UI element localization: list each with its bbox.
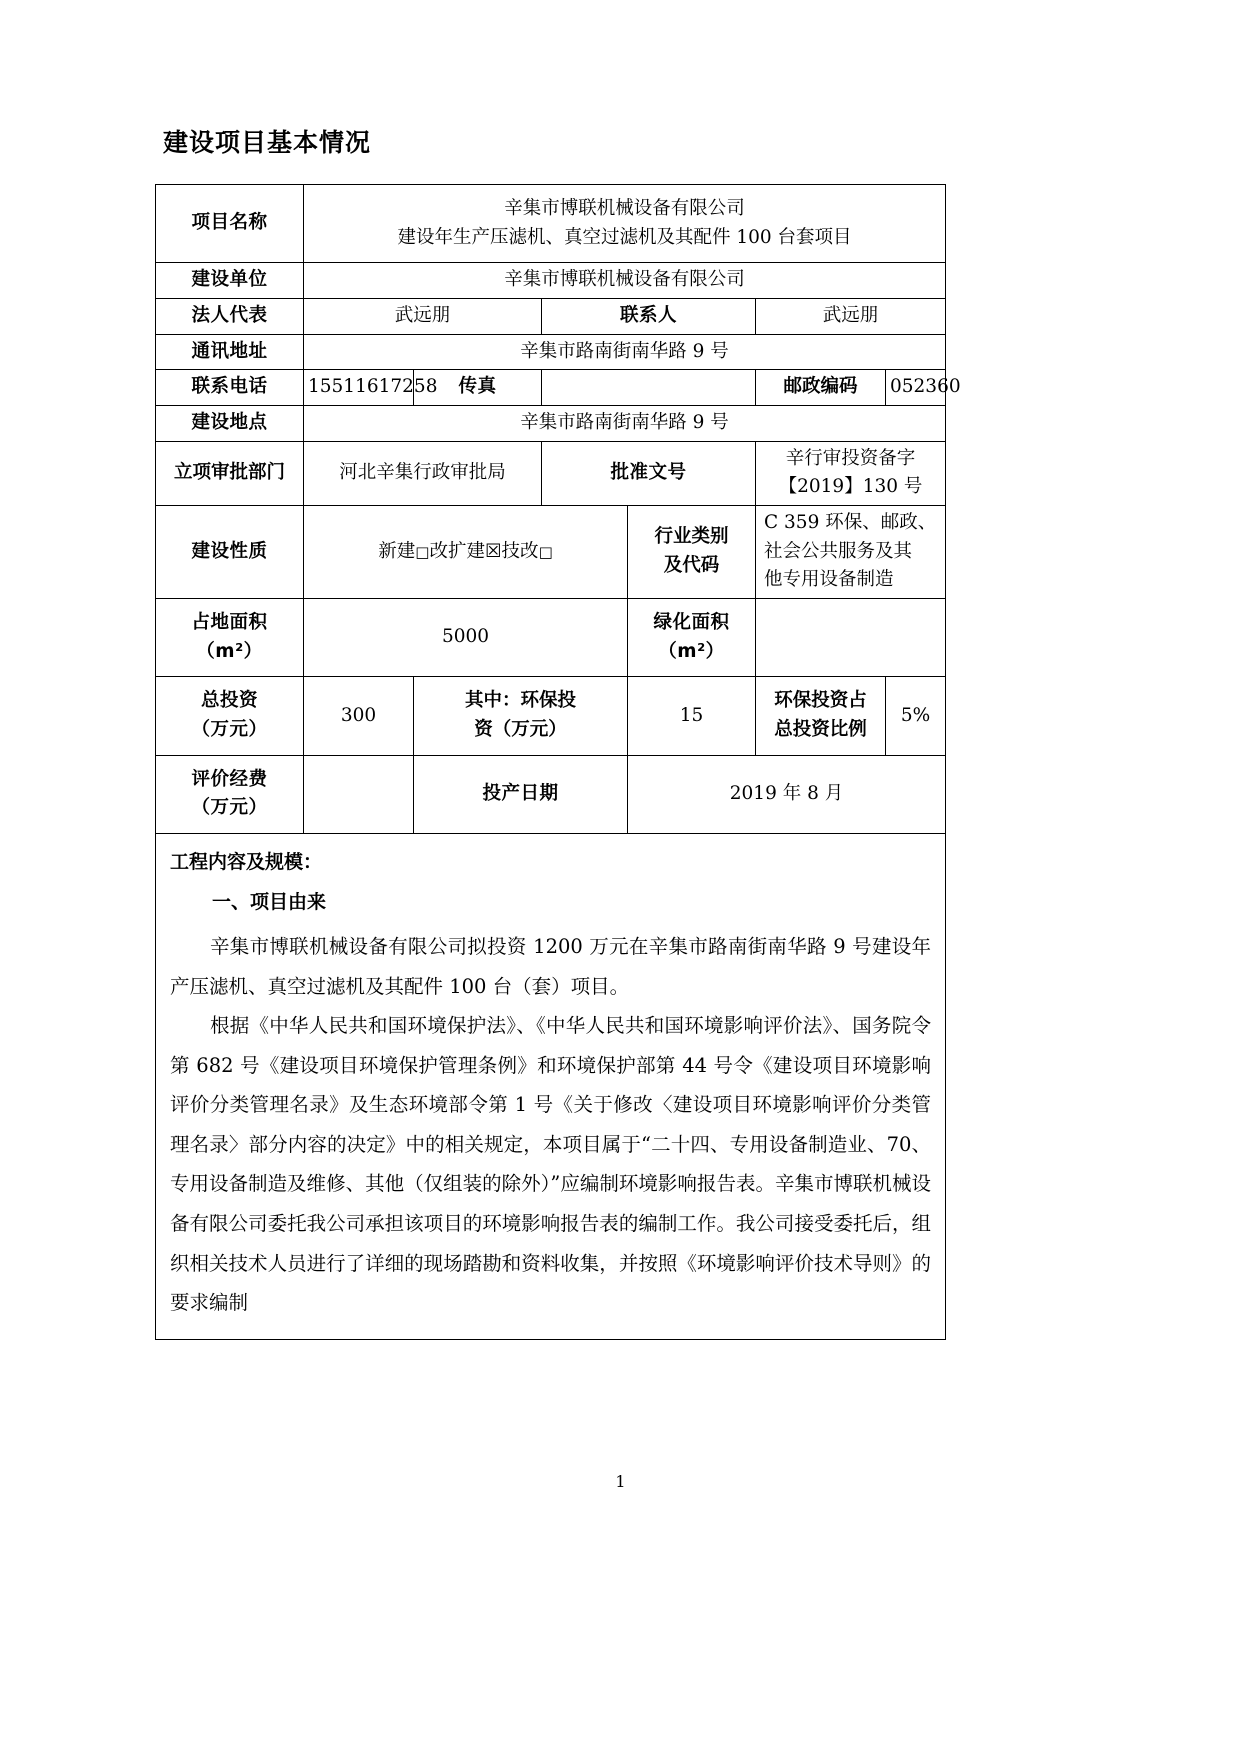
table-row-address [156,334,946,370]
land-area-label-line-2: （m²） [196,640,263,662]
env-invest-label-line-2: 资（万元） [474,719,567,741]
table-row-phone [156,370,946,406]
body-paragraph-1: 辛集市博联机械设备有限公司拟投资 1200 万元在辛集市路南街南华路 9 号建设年产压滤机、真空过滤机及其配件 100 台（套）项目。 [170,934,932,998]
land-area-value: 5000 [304,599,628,677]
eval-fee-label-line-2: （万元） [191,797,268,819]
total-invest-label-line-2: （万元） [191,719,268,741]
checkbox-unchecked-icon-2[interactable] [539,541,553,562]
nature-option-new[interactable] [378,541,429,562]
green-area-label-line-1: 绿化面积 [653,612,730,634]
body-paragraph-2: 根据《中华人民共和国环境保护法》、《中华人民共和国环境影响评价法》、国务院令第 682 号《建设项目环境保护管理条例》和环境保护部第 44 号令《建设项目环境影响评价分类管理名录》及生态环境部令第 1 号《关于修改〈建设项目环境影响评价分类管理名录〉部分内容的决定》中的相关规定，本项目属于“二十四、专用设备制造业、70、专用设备制造及维修、其他（仅组装的除外）”应编制环境影响报告表。辛集市博联机械设备有限公司委托我公司承担该项目的环境影响报告表的编制工作。我公司接受委托后，组织相关技术人员进行了详细的现场踏勘和资料收集，并按照《环境影响评价技术导则》的要求编制 [170,1014,932,1315]
site-label: 建设地点 [156,406,304,442]
page-number: 1 [615,1472,626,1491]
approval-doc-line-2: 【2019】130 号 [778,476,923,498]
nature-expand-label: 改扩建 [429,540,485,562]
table-row-build-unit [156,263,946,299]
approval-doc-label: 批准文号 [542,441,756,505]
table-row-nature [156,506,946,599]
env-ratio-label-line-1: 环保投资占 [774,690,867,712]
total-invest-label-line-1: 总投资 [200,690,258,712]
env-ratio-label-line-2: 总投资比例 [774,719,867,741]
land-area-label-line-1: 占地面积 [191,612,268,634]
industry-value-cell [756,506,946,599]
legal-rep-label: 法人代表 [156,299,304,335]
nature-option-expand[interactable] [429,541,501,562]
checkbox-checked-icon[interactable]: ☒ [484,540,502,562]
nature-new-label: 新建 [378,540,416,562]
nature-tech-label: 技改 [501,540,539,562]
env-invest-label-line-1: 其中：环保投 [464,690,576,712]
industry-value-line-3: 他专用设备制造 [764,569,894,591]
approval-dept-label: 立项审批部门 [156,441,304,505]
nature-label: 建设性质 [156,506,304,599]
table-row-site [156,406,946,442]
total-invest-label-cell [156,677,304,755]
total-invest-value: 300 [304,677,414,755]
body-heading: 工程内容及规模： [170,851,323,874]
project-name-label: 项目名称 [156,185,304,263]
industry-label-line-1: 行业类别 [654,526,729,548]
green-area-label-line-2: （m²） [658,640,725,662]
industry-label-cell [628,506,756,599]
nature-option-tech[interactable] [502,541,553,562]
body-content-cell [156,834,946,1340]
project-name-value-cell [304,185,946,263]
phone-value: 15511617258 [304,370,414,406]
page-content [155,128,961,1340]
table-row-eval-fee [156,755,946,833]
checkbox-unchecked-icon[interactable] [415,541,429,562]
industry-label-line-2: 及代码 [663,555,720,577]
address-value: 辛集市路南街南华路 9 号 [304,334,946,370]
approval-doc-line-1: 辛行审投资备字 [785,447,916,469]
address-label: 通讯地址 [156,334,304,370]
contact-value: 武远朋 [756,299,946,335]
land-area-label-cell [156,599,304,677]
env-invest-label-cell [414,677,628,755]
nature-options-cell [304,506,628,599]
env-invest-value: 15 [628,677,756,755]
approval-dept-value: 河北辛集行政审批局 [304,441,542,505]
green-area-label-cell [628,599,756,677]
table-row-project-name [156,185,946,263]
table-row-body-content [156,834,946,1340]
legal-rep-value: 武远朋 [304,299,542,335]
postcode-value: 052360 [886,370,946,406]
contact-label: 联系人 [542,299,756,335]
table-row-approval [156,441,946,505]
fax-label: 传真 [414,370,542,406]
postcode-label: 邮政编码 [756,370,886,406]
build-unit-value: 辛集市博联机械设备有限公司 [304,263,946,299]
green-area-value [756,599,946,677]
project-basic-info-table [155,184,961,1340]
page-title: 建设项目基本情况 [163,128,372,157]
eval-fee-value [304,755,414,833]
table-row-legal-rep [156,299,946,335]
eval-fee-label-cell [156,755,304,833]
env-ratio-value: 5% [886,677,946,755]
site-value: 辛集市路南街南华路 9 号 [304,406,946,442]
table-row-investment [156,677,946,755]
fax-value [542,370,756,406]
project-name-line-2: 建设年生产压滤机、真空过滤机及其配件 100 台套项目 [397,226,852,248]
build-unit-label: 建设单位 [156,263,304,299]
production-date-label: 投产日期 [414,755,628,833]
eval-fee-label-line-1: 评价经费 [191,768,268,790]
production-date-value: 2019 年 8 月 [628,755,946,833]
industry-value-line-2: 社会公共服务及其 [764,540,913,562]
phone-label: 联系电话 [156,370,304,406]
body-subheading: 一、项目由来 [212,890,327,913]
project-name-line-1: 辛集市博联机械设备有限公司 [504,198,745,219]
industry-value-line-1: C 359 环保、邮政、 [764,512,937,534]
env-ratio-label-cell [756,677,886,755]
approval-doc-value-cell [756,441,946,505]
table-row-areas [156,599,946,677]
